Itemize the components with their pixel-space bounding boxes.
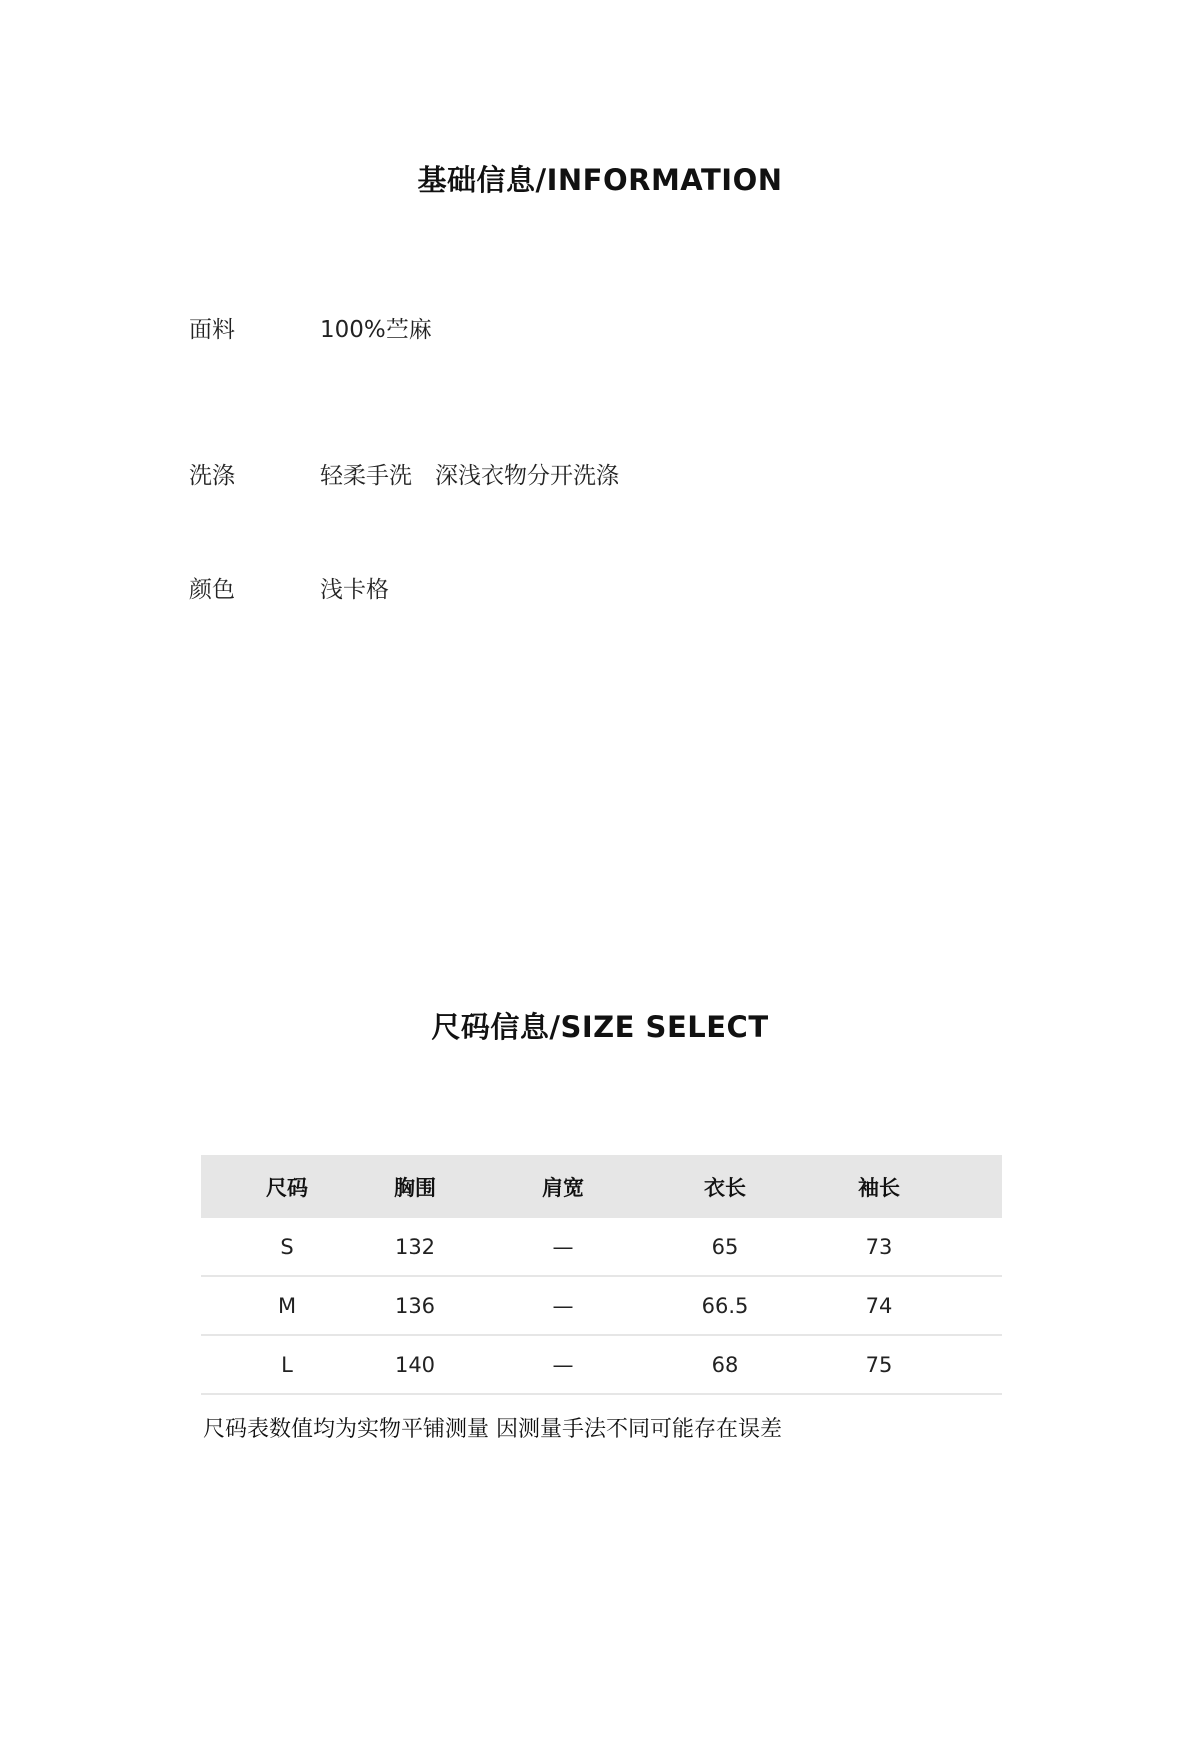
cell-shoulder: — bbox=[552, 1234, 574, 1259]
cell-sleeve: 74 bbox=[865, 1293, 893, 1318]
cell-chest: 136 bbox=[394, 1293, 436, 1318]
size-table bbox=[201, 1155, 1002, 1395]
cell-shoulder: — bbox=[552, 1293, 574, 1318]
fabric-value: 100%苎麻 bbox=[320, 317, 432, 343]
header-chest: 胸围 bbox=[394, 1175, 436, 1200]
fabric-label: 面料 bbox=[189, 317, 235, 343]
table-row bbox=[201, 1277, 1002, 1336]
cell-length: 68 bbox=[711, 1352, 739, 1377]
cell-size: S bbox=[280, 1234, 294, 1259]
header-size: 尺码 bbox=[266, 1175, 308, 1200]
cell-sleeve: 75 bbox=[865, 1352, 893, 1377]
cell-chest: 140 bbox=[394, 1352, 436, 1377]
wash-label: 洗涤 bbox=[189, 463, 235, 489]
cell-size: L bbox=[281, 1352, 293, 1377]
size-section-title: 尺码信息/SIZE SELECT bbox=[431, 1010, 769, 1044]
cell-length: 66.5 bbox=[701, 1293, 749, 1318]
cell-chest: 132 bbox=[394, 1234, 436, 1259]
cell-length: 65 bbox=[711, 1234, 739, 1259]
cell-sleeve: 73 bbox=[865, 1234, 893, 1259]
color-value: 浅卡格 bbox=[320, 577, 389, 603]
header-shoulder: 肩宽 bbox=[542, 1175, 584, 1200]
size-table-header bbox=[201, 1155, 1002, 1218]
info-section-title: 基础信息/INFORMATION bbox=[417, 163, 783, 197]
header-sleeve: 袖长 bbox=[858, 1175, 900, 1200]
size-note: 尺码表数值均为实物平铺测量 因测量手法不同可能存在误差 bbox=[203, 1417, 782, 1442]
header-length: 衣长 bbox=[704, 1175, 746, 1200]
wash-value: 轻柔手洗 深浅衣物分开洗涤 bbox=[320, 463, 619, 489]
cell-size: M bbox=[277, 1293, 297, 1318]
cell-shoulder: — bbox=[552, 1352, 574, 1377]
table-row bbox=[201, 1336, 1002, 1395]
color-label: 颜色 bbox=[189, 577, 235, 603]
table-row bbox=[201, 1218, 1002, 1277]
